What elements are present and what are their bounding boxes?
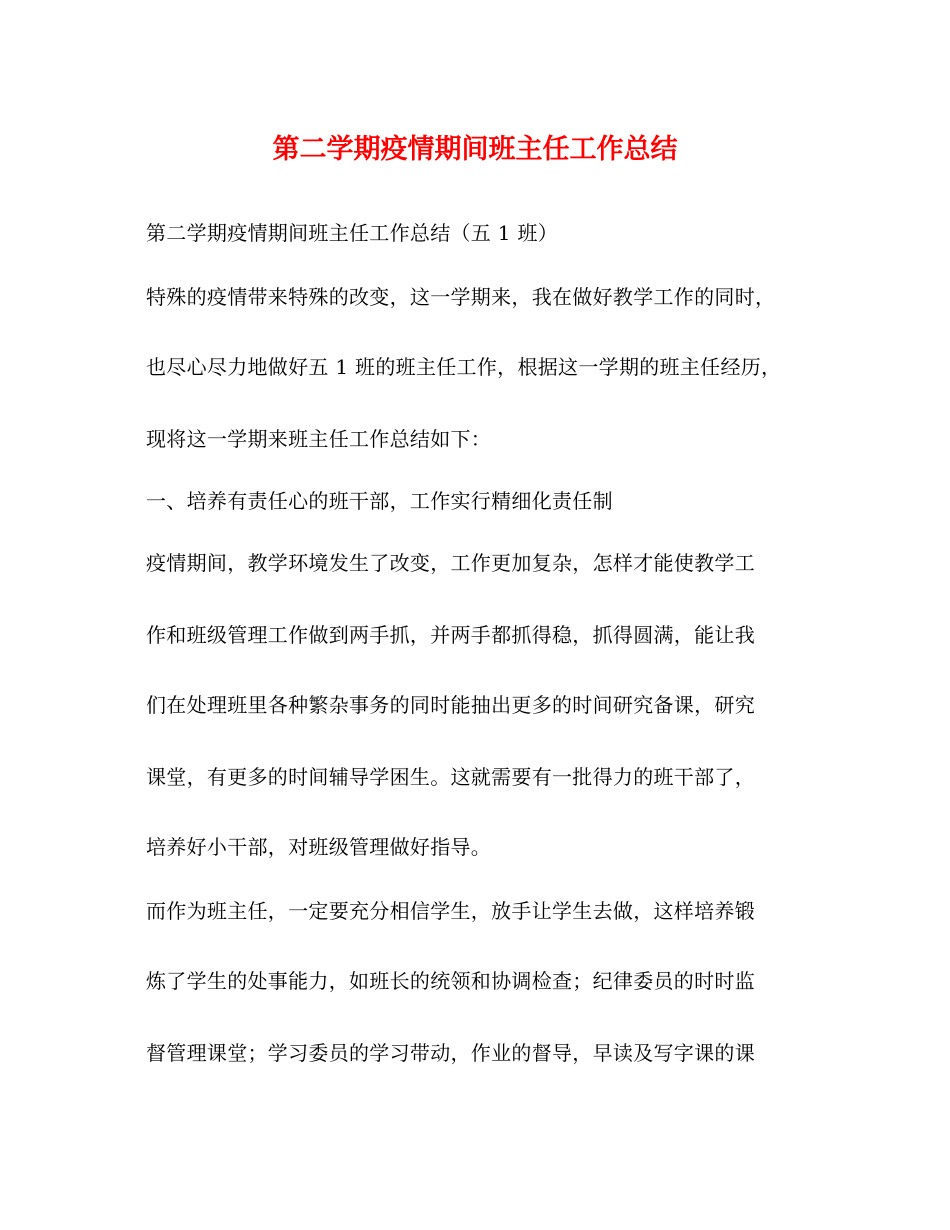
paragraph-line: 炼了学生的处事能力，如班长的统领和协调检查；纪律委员的时时监 — [146, 969, 755, 993]
paragraph-line: 而作为班主任，一定要充分相信学生，放手让学生去做，这样培养锻 — [146, 899, 755, 923]
section-heading: 一、培养有责任心的班干部，工作实行精细化责任制 — [146, 489, 613, 513]
paragraph-line: 作和班级管理工作做到两手抓，并两手都抓得稳，抓得圆满，能让我 — [146, 623, 755, 647]
subtitle-line: 第二学期疫情期间班主任工作总结（五 1 班） — [146, 221, 559, 245]
document-title: 第二学期疫情期间班主任工作总结 — [272, 134, 678, 165]
paragraph-line: 特殊的疫情带来特殊的改变，这一学期来，我在做好教学工作的同时， — [146, 285, 776, 309]
paragraph-line: 也尽心尽力地做好五 1 班的班主任工作，根据这一学期的班主任经历， — [146, 355, 782, 379]
paragraph-line: 督管理课堂；学习委员的学习带动，作业的督导，早读及写字课的课 — [146, 1041, 755, 1065]
paragraph-line: 疫情期间，教学环境发生了改变，工作更加复杂，怎样才能使教学工 — [146, 551, 755, 575]
paragraph-line: 培养好小干部，对班级管理做好指导。 — [146, 835, 492, 859]
paragraph-line: 课堂，有更多的时间辅导学困生。这就需要有一批得力的班干部了， — [146, 765, 755, 789]
paragraph-line: 们在处理班里各种繁杂事务的同时能抽出更多的时间研究备课，研究 — [146, 693, 755, 717]
paragraph-line: 现将这一学期来班主任工作总结如下： — [146, 427, 492, 451]
